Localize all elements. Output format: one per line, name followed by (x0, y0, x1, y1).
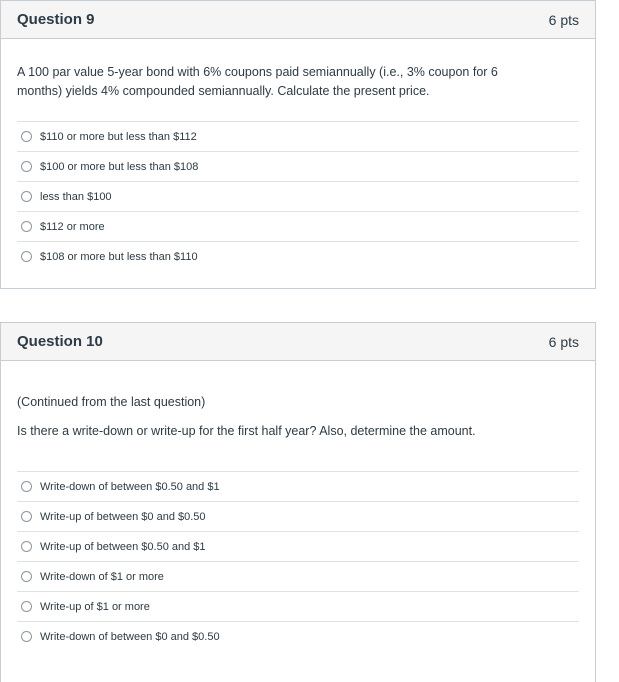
question-10-text-line-1: (Continued from the last question) (17, 395, 206, 409)
radio-button-icon[interactable] (21, 221, 32, 232)
answer-option[interactable]: Write-up of $1 or more (17, 591, 579, 621)
radio-button-icon[interactable] (21, 541, 32, 552)
question-9-title: Question 9 (17, 11, 95, 28)
question-9-header (1, 1, 595, 39)
radio-button-icon[interactable] (21, 481, 32, 492)
answer-option[interactable]: $100 or more but less than $108 (17, 151, 579, 181)
question-9-answers (17, 121, 579, 271)
radio-button-icon[interactable] (21, 131, 32, 142)
answer-option[interactable]: Write-up of between $0.50 and $1 (17, 531, 579, 561)
question-10-answers (17, 471, 579, 651)
answer-option[interactable]: Write-down of between $0 and $0.50 (17, 621, 579, 651)
question-9-text-line-2: months) yields 4% compounded semiannually. Calculate the present price. (17, 84, 430, 98)
question-10-points: 6 pts (548, 333, 579, 350)
answer-option[interactable]: $112 or more (17, 211, 579, 241)
question-9-card (0, 0, 596, 289)
radio-button-icon[interactable] (21, 631, 32, 642)
radio-button-icon[interactable] (21, 161, 32, 172)
radio-button-icon[interactable] (21, 511, 32, 522)
question-9-body (1, 39, 595, 271)
radio-button-icon[interactable] (21, 251, 32, 262)
answer-option[interactable]: $110 or more but less than $112 (17, 121, 579, 151)
question-10-card (0, 322, 596, 682)
question-10-body (1, 361, 595, 651)
question-10-text-line-2: Is there a write-down or write-up for the first half year? Also, determine the amount. (17, 424, 476, 438)
answer-option[interactable]: $108 or more but less than $110 (17, 241, 579, 271)
question-9-text-line-1: A 100 par value 5-year bond with 6% coupons paid semiannually (i.e., 3% coupon for 6 (17, 65, 498, 79)
answer-option[interactable]: less than $100 (17, 181, 579, 211)
answer-option[interactable]: Write-down of between $0.50 and $1 (17, 471, 579, 501)
radio-button-icon[interactable] (21, 571, 32, 582)
question-10-title: Question 10 (17, 333, 103, 350)
radio-button-icon[interactable] (21, 601, 32, 612)
question-9-points: 6 pts (548, 11, 579, 28)
answer-option[interactable]: Write-down of $1 or more (17, 561, 579, 591)
radio-button-icon[interactable] (21, 191, 32, 202)
answer-option[interactable]: Write-up of between $0 and $0.50 (17, 501, 579, 531)
question-10-header (1, 323, 595, 361)
